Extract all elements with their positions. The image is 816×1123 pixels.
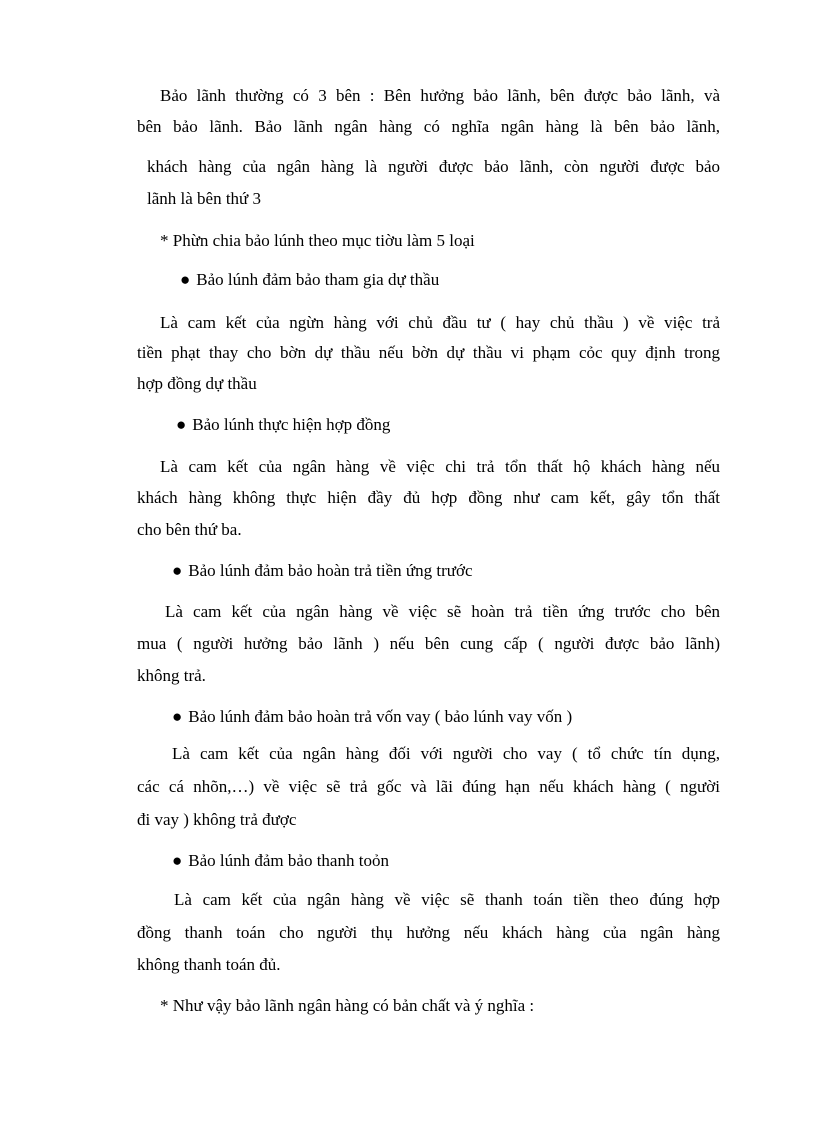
paragraph-line: khách hàng không thực hiện đầy đủ hợp đồng như cam kết, gây tổn thất <box>137 488 720 507</box>
bullet-item <box>172 851 389 871</box>
bullet-item <box>176 415 390 435</box>
paragraph-line: khách hàng của ngân hàng là người được bảo lãnh, còn người được bảo <box>147 157 720 176</box>
bullet-item <box>172 707 572 727</box>
paragraph-line: hợp đồng dự thầu <box>137 374 257 393</box>
bullet-title: Bảo lúnh đảm bảo hoàn trả tiền ứng trước <box>188 561 473 580</box>
bullet-item <box>180 270 439 290</box>
paragraph-line: Là cam kết của ngân hàng về việc sẽ thanh toán tiền theo đúng hợp <box>174 890 720 909</box>
paragraph-line: Là cam kết của ngân hàng về việc chi trả tổn thất hộ khách hàng nếu <box>160 457 720 476</box>
bullet-icon: ● <box>172 707 183 726</box>
bullet-icon: ● <box>176 415 187 434</box>
paragraph-line: mua ( người hưởng bảo lãnh ) nếu bên cung cấp ( người được bảo lãnh) <box>137 634 720 653</box>
bullet-icon: ● <box>180 270 191 289</box>
paragraph-line: đồng thanh toán cho người thụ hưởng nếu khách hàng của ngân hàng <box>137 923 720 942</box>
section-heading: * Phừn chia bảo lúnh theo mục tiờu làm 5 loại <box>160 231 475 250</box>
bullet-item <box>172 561 473 581</box>
paragraph-line: bên bảo lãnh. Bảo lãnh ngân hàng có nghĩa ngân hàng là bên bảo lãnh, <box>137 117 720 136</box>
paragraph-line: đi vay ) không trả được <box>137 810 297 829</box>
paragraph-line: Là cam kết của ngân hàng về việc sẽ hoàn trả tiền ứng trước cho bên <box>165 602 720 621</box>
paragraph-line: tiền phạt thay cho bờn dự thầu nếu bờn dự thầu vi phạm cỏc quy định trong <box>137 343 720 362</box>
conclusion-heading: * Như vậy bảo lãnh ngân hàng có bản chất và ý nghĩa : <box>160 996 535 1015</box>
bullet-icon: ● <box>172 851 183 870</box>
paragraph-line: Là cam kết của ngừn hàng với chủ đầu tư ( hay chủ thầu ) về việc trả <box>160 313 720 332</box>
bullet-title: Bảo lúnh đảm bảo tham gia dự thầu <box>196 270 440 289</box>
bullet-title: Bảo lúnh đảm bảo hoàn trả vốn vay ( bảo lúnh vay vốn ) <box>188 707 573 726</box>
paragraph-line: Là cam kết của ngân hàng đối với người cho vay ( tổ chức tín dụng, <box>172 744 720 763</box>
paragraph-line: không trả. <box>137 666 206 685</box>
paragraph-line: lãnh là bên thứ 3 <box>147 189 262 208</box>
bullet-title: Bảo lúnh đảm bảo thanh toỏn <box>188 851 389 870</box>
paragraph-line: không thanh toán đủ. <box>137 955 281 974</box>
bullet-title: Bảo lúnh thực hiện hợp đồng <box>192 415 391 434</box>
paragraph-line: các cá nhõn,…) về việc sẽ trả gốc và lãi đúng hạn nếu khách hàng ( người <box>137 777 720 796</box>
paragraph-line: Bảo lãnh thường có 3 bên : Bên hưởng bảo lãnh, bên được bảo lãnh, và <box>160 86 720 105</box>
paragraph-line: cho bên thứ ba. <box>137 520 242 539</box>
bullet-icon: ● <box>172 561 183 580</box>
